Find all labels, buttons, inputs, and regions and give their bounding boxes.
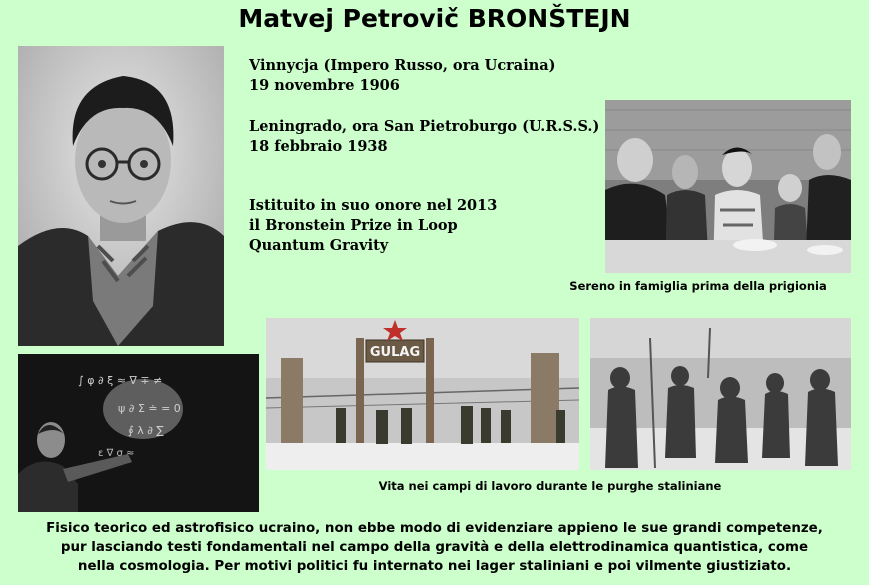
svg-text:∮ λ ∂ ∑: ∮ λ ∂ ∑ xyxy=(128,424,164,437)
summary-line-2: pur lasciando testi fondamentali nel campo della gravità e della elettrodinamica quantistica, come xyxy=(60,540,809,555)
page-title: Matvej Petrovič BRONŠTEJN xyxy=(238,4,631,33)
labor-camp-photo xyxy=(590,318,851,470)
blackboard-photo xyxy=(18,354,259,512)
birth-place: Vinnycja (Impero Russo, ora Ucraina) xyxy=(249,57,556,74)
svg-text:∫ φ ∂ ξ ≈ ∇ ∓ ≠: ∫ φ ∂ ξ ≈ ∇ ∓ ≠ xyxy=(78,374,163,387)
svg-text:ψ ∂ Σ ≐ = 0: ψ ∂ Σ ≐ = 0 xyxy=(118,402,181,415)
camps-caption: Vita nei campi di lavoro durante le purghe staliniane xyxy=(378,479,722,493)
biography-summary xyxy=(8,519,861,576)
svg-text:ε ∇ σ ≈: ε ∇ σ ≈ xyxy=(98,448,135,459)
portrait-photo xyxy=(18,46,224,346)
prize-line-2: il Bronstein Prize in Loop xyxy=(249,217,458,234)
gulag-gate-photo xyxy=(266,318,579,470)
family-photo xyxy=(605,100,851,273)
gulag-sign-text: GULAG xyxy=(369,345,421,360)
death-date: 18 febbraio 1938 xyxy=(249,138,388,155)
prize-line-1: Istituito in suo onore nel 2013 xyxy=(249,197,498,214)
summary-line-3: nella cosmologia. Per motivi politici fu internato nei lager staliniani e poi vilmente giustiziato. xyxy=(77,559,792,574)
summary-line-1: Fisico teorico ed astrofisico ucraino, non ebbe modo di evidenziare appieno le sue grandi competenze, xyxy=(46,521,823,536)
family-caption: Sereno in famiglia prima della prigionia xyxy=(569,279,827,293)
prize-line-3: Quantum Gravity xyxy=(249,237,389,254)
birth-date: 19 novembre 1906 xyxy=(249,77,400,94)
death-place: Leningrado, ora San Pietroburgo (U.R.S.S.) xyxy=(249,118,600,135)
